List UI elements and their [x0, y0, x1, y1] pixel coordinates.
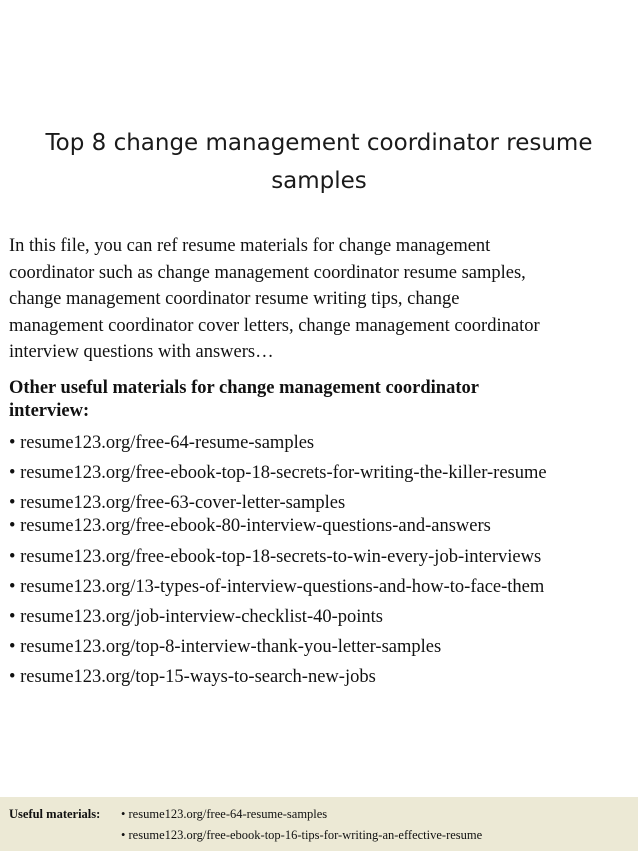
- heading-line: interview:: [9, 401, 90, 421]
- page-title-line: samples: [271, 168, 367, 194]
- intro-paragraph: [9, 233, 634, 366]
- heading-line: Other useful materials for change management coordinator: [9, 378, 479, 398]
- intro-line: interview questions with answers…: [9, 342, 274, 362]
- resource-link[interactable]: resume123.org/top-8-interview-thank-you-letter-samples: [20, 637, 442, 657]
- bullet: •: [9, 547, 16, 567]
- list-item: [9, 634, 637, 664]
- other-materials-heading: [9, 377, 634, 423]
- resource-link[interactable]: resume123.org/13-types-of-interview-questions-and-how-to-face-them: [20, 577, 545, 597]
- intro-line: management coordinator cover letters, change management coordinator: [9, 315, 540, 336]
- bullet: •: [9, 577, 16, 597]
- footer-label-separator: :: [96, 807, 101, 821]
- bullet: •: [9, 667, 16, 687]
- bullet: •: [9, 637, 16, 657]
- resource-link[interactable]: resume123.org/free-ebook-top-18-secrets-to-win-every-job-interviews: [20, 547, 542, 567]
- bullet: •: [9, 607, 16, 627]
- list-item: [9, 430, 637, 460]
- intro-line: In this file, you can ref resume materials for change management: [9, 236, 491, 256]
- list-item: [9, 574, 637, 604]
- intro-line: coordinator such as change management coordinator resume samples,: [9, 262, 526, 283]
- footer-label-text: Useful materials: [9, 807, 97, 821]
- bullet: •: [9, 433, 16, 453]
- resource-link[interactable]: resume123.org/free-ebook-80-interview-questions-and-answers: [20, 516, 491, 536]
- resource-link[interactable]: resume123.org/free-63-cover-letter-samples: [20, 493, 346, 513]
- bullet: •: [9, 493, 16, 513]
- page-title-line: Top 8 change management coordinator resume: [45, 130, 593, 156]
- footer-link[interactable]: resume123.org/free-ebook-top-16-tips-for-writing-an-effective-resume: [128, 828, 483, 842]
- list-item: [9, 513, 637, 544]
- resource-link[interactable]: resume123.org/free-ebook-top-18-secrets-for-writing-the-killer-resume: [20, 463, 547, 483]
- bullet: •: [9, 516, 16, 536]
- footer-bar: [0, 797, 638, 851]
- list-item: [9, 664, 637, 694]
- bullet: •: [9, 463, 16, 483]
- footer-link-list: [121, 806, 482, 848]
- list-item: [9, 490, 637, 513]
- list-item: [9, 604, 637, 634]
- footer-list-item: [121, 827, 482, 848]
- bullet: •: [121, 807, 126, 821]
- bullet: •: [121, 828, 126, 842]
- resource-link[interactable]: resume123.org/top-15-ways-to-search-new-jobs: [20, 667, 376, 687]
- footer-link[interactable]: resume123.org/free-64-resume-samples: [128, 807, 328, 821]
- resource-link[interactable]: resume123.org/job-interview-checklist-40-points: [20, 607, 384, 627]
- intro-line: change management coordinator resume writing tips, change: [9, 289, 460, 309]
- footer-label: [9, 806, 100, 823]
- page-title: [0, 124, 638, 200]
- list-item: [9, 460, 637, 490]
- list-item: [9, 544, 637, 574]
- resource-link[interactable]: resume123.org/free-64-resume-samples: [20, 433, 315, 453]
- materials-link-list: [9, 430, 637, 694]
- footer-list-item: [121, 806, 482, 827]
